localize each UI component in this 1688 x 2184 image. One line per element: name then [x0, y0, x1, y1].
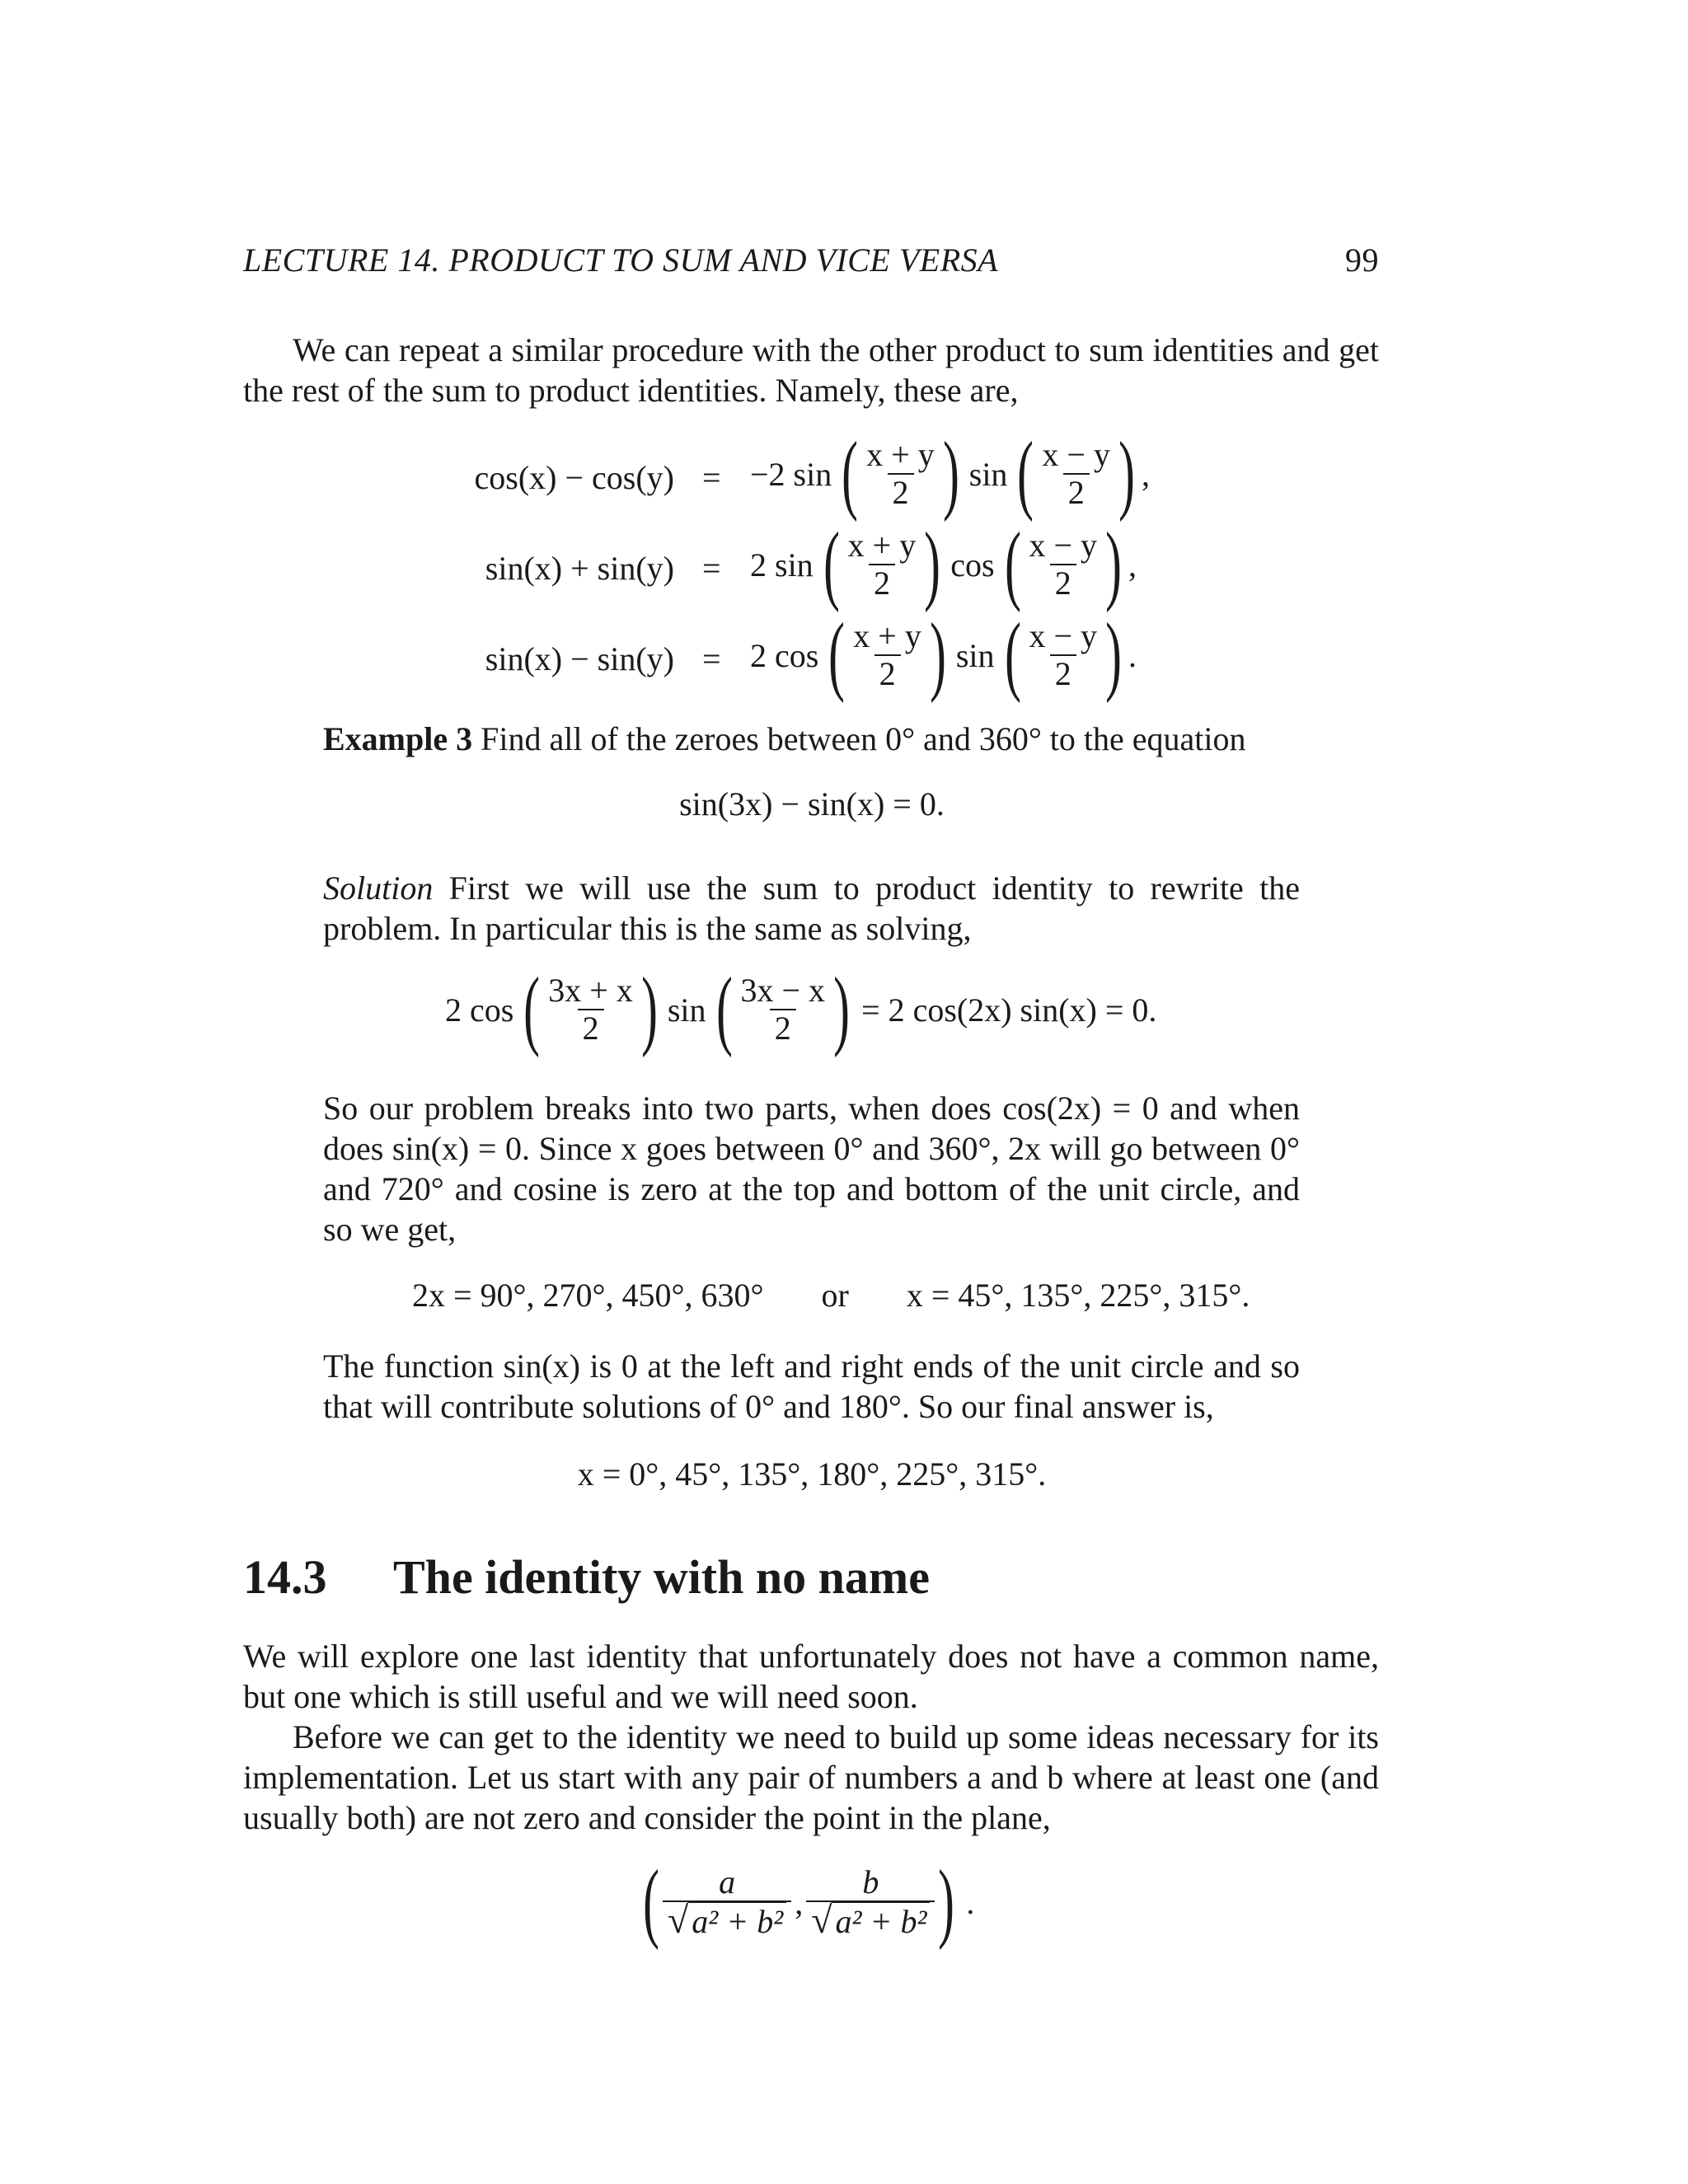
section-paragraph-2: Before we can get to the identity we need to build up some ideas necessary for its implementation. Let us start with any pair of numbers a and b where at least one (and usually both) are not zero and consider the point in the plane, — [243, 1718, 1379, 1836]
page-number: 99 — [1345, 241, 1379, 279]
fraction: $\frac{x - y}{2}$ — [1029, 617, 1098, 692]
solution-equation-2: 2x = 90°, 270°, 450°, 630° or x = 45°, 135°, 225°, 315°. — [412, 1277, 1250, 1314]
left-paren: ( — [523, 960, 541, 1058]
fraction: $\frac{a}{\text{√ a² + b²}}$ — [663, 1864, 791, 1940]
identity-row — [0, 606, 1688, 704]
fraction: $\frac{x + y}{2}$ — [847, 527, 917, 602]
solution-paragraph: Solution First we will use the sum to product identity to rewrite the problem. In particular this is the same as solving, — [323, 869, 1300, 947]
left-paren: ( — [1004, 515, 1021, 613]
left-paren: ( — [1004, 606, 1021, 704]
left-paren: ( — [1017, 424, 1034, 523]
fraction: $\frac{3x - x}{2}$ — [740, 972, 826, 1047]
section-title: The identity with no name — [393, 1550, 930, 1604]
right-paren: ) — [1105, 606, 1122, 704]
left-paren: ( — [842, 424, 859, 523]
identity-rhs: 2 sin ( $\frac{x + y}{2}$ ) cos ( $\frac{x - y}{2}$ ) , — [750, 515, 1137, 613]
running-header — [243, 241, 1379, 279]
identity-coef: −2 sin — [750, 455, 832, 493]
intro-paragraph: We can repeat a similar procedure with the other product to sum identities and get the rest of the sum to product identities. Namely, these are, — [243, 331, 1379, 409]
section-paragraph-1: We will explore one last identity that unfortunately does not have a common name, but one which is still useful and we will need soon. — [243, 1638, 1379, 1715]
right-paren: ) — [924, 515, 941, 613]
right-paren: ) — [938, 1853, 955, 1951]
left-paren: ( — [643, 1853, 659, 1951]
identity-lhs: cos(x) − cos(y) — [474, 459, 674, 496]
final-answer: x = 0°, 45°, 135°, 180°, 225°, 315°. — [577, 1455, 1047, 1493]
identity-coef: 2 sin — [750, 546, 814, 583]
identity-rhs: 2 cos ( $\frac{x + y}{2}$ ) sin ( $\frac{x - y}{2}$ ) . — [750, 606, 1137, 704]
fraction: $\frac{x + y}{2}$ — [866, 436, 935, 511]
identity-coef: 2 cos — [750, 636, 819, 674]
right-paren: ) — [929, 606, 946, 704]
identity-equals: = — [702, 640, 721, 677]
identity-lhs: sin(x) − sin(y) — [485, 640, 674, 677]
identity-func2: sin — [968, 455, 1008, 493]
left-paren: ( — [715, 960, 733, 1058]
right-paren: ) — [1105, 515, 1122, 613]
identity-func2: cos — [950, 546, 995, 583]
example-label: Example 3 — [323, 720, 473, 757]
fraction: $\frac{x - y}{2}$ — [1042, 436, 1110, 511]
identity-func2: sin — [955, 636, 995, 674]
section-heading — [243, 1549, 930, 1605]
point-expression: ( $\frac{a}{\text{√ a² + b²}}$ , $\frac{b}{\text{√ a² + b²}}$ ) . — [643, 1853, 975, 1951]
fraction: $\frac{x - y}{2}$ — [1029, 527, 1098, 602]
solution-paragraph-3: The function sin(x) is 0 at the left and right ends of the unit circle and so that will contribute solutions of 0° and 180°. So our final answer is, — [323, 1347, 1300, 1425]
example-statement: Example 3 Find all of the zeroes between 0° and 360° to the equation — [323, 720, 1246, 757]
left-paren: ( — [828, 606, 846, 704]
right-paren: ) — [640, 960, 658, 1058]
solution-label: Solution — [323, 869, 434, 907]
running-title: LECTURE 14. PRODUCT TO SUM AND VICE VERSA — [243, 241, 999, 279]
solution-equation: 2 cos ( $\frac{3x + x}{2}$ ) sin ( $\frac{3x - x}{2}$ ) = 2 cos(2x) sin(x) = 0. — [445, 960, 1157, 1058]
left-paren: ( — [823, 515, 840, 613]
fraction: $\frac{x + y}{2}$ — [853, 617, 921, 692]
example-equation: sin(3x) − sin(x) = 0. — [679, 785, 945, 823]
right-paren: ) — [942, 424, 959, 523]
section-number: 14.3 — [243, 1550, 327, 1604]
right-paren: ) — [1118, 424, 1135, 523]
fraction: $\frac{b}{\text{√ a² + b²}}$ — [806, 1864, 935, 1940]
identity-row — [0, 515, 1688, 613]
identity-equals: = — [702, 459, 721, 496]
fraction: $\frac{3x + x}{2}$ — [548, 972, 633, 1047]
solution-paragraph-2: So our problem breaks into two parts, when does cos(2x) = 0 and when does sin(x) = 0. Since x goes between 0° and 360°, 2x will go between 0° and 720° and cosine is zero at the top and bottom of the unit circle, and so we get, — [323, 1090, 1300, 1248]
identity-equals: = — [702, 550, 721, 587]
right-paren: ) — [833, 960, 850, 1058]
identity-rhs: −2 sin ( $\frac{x + y}{2}$ ) sin ( $\frac{x - y}{2}$ ) , — [750, 424, 1150, 523]
identity-lhs: sin(x) + sin(y) — [485, 550, 674, 587]
identity-row — [0, 424, 1688, 523]
